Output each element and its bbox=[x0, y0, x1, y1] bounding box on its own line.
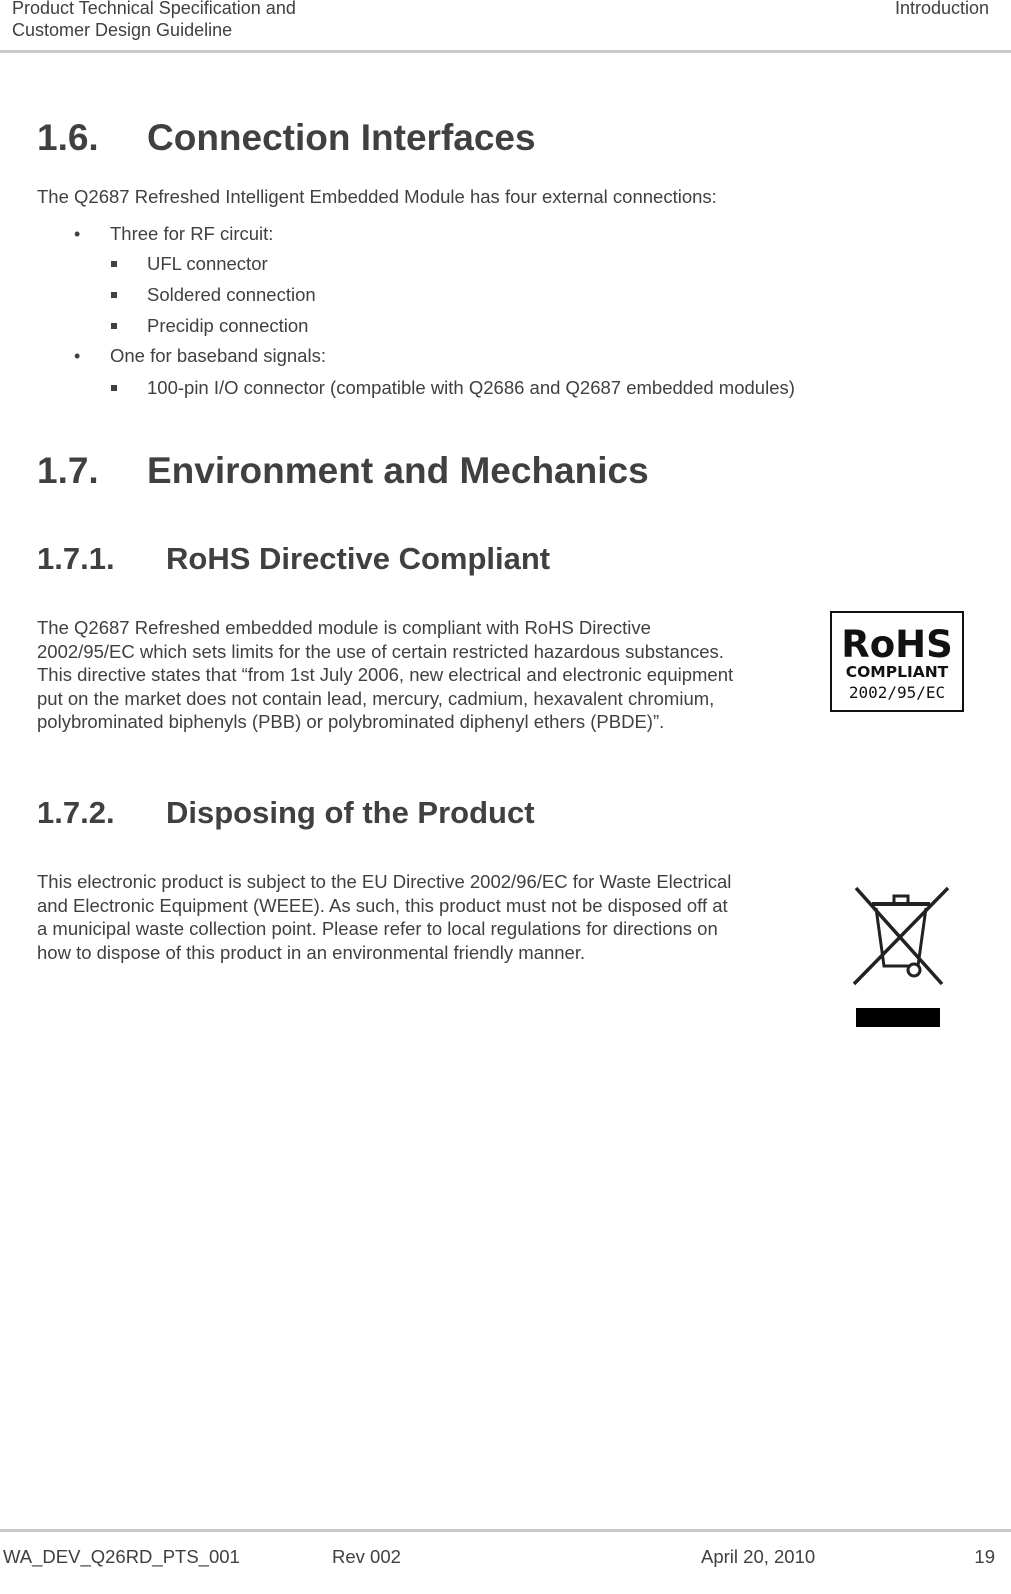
heading-number: 1.7. bbox=[37, 450, 99, 491]
heading-number: 1.7.1. bbox=[37, 541, 115, 576]
square-bullet-icon bbox=[111, 323, 117, 329]
paragraph-line: put on the market does not contain lead, mercury, cadmium, hexavalent chromium, bbox=[37, 687, 715, 709]
paragraph-line: The Q2687 Refreshed embedded module is compliant with RoHS Directive bbox=[37, 617, 651, 638]
paragraph-line: This electronic product is subject to the EU Directive 2002/96/EC for Waste Electrical bbox=[37, 871, 732, 892]
square-bullet-icon bbox=[111, 292, 117, 298]
bullet-icon: • bbox=[74, 224, 81, 244]
paragraph-line: how to dispose of this product in an environmental friendly manner. bbox=[37, 941, 586, 963]
header-divider bbox=[0, 50, 1011, 53]
bullet-icon: • bbox=[74, 346, 81, 366]
sub-list-item: Precidip connection bbox=[147, 315, 309, 336]
running-header-section: Introduction bbox=[894, 0, 989, 18]
heading-number: 1.6. bbox=[37, 117, 99, 158]
heading-number: 1.7.2. bbox=[37, 795, 115, 830]
paragraph-line: a municipal waste collection point. Please refer to local regulations for directions on bbox=[37, 918, 718, 939]
rohs-logo-directive: 2002/95/EC bbox=[848, 683, 946, 702]
rohs-logo-title: RoHS bbox=[841, 623, 953, 666]
paragraph-rohs bbox=[37, 616, 827, 734]
square-bullet-icon bbox=[111, 261, 117, 267]
heading-title: Environment and Mechanics bbox=[147, 450, 649, 491]
heading-1-7-2 bbox=[37, 794, 535, 832]
heading-title: Disposing of the Product bbox=[166, 795, 535, 830]
heading-1-7 bbox=[37, 449, 649, 493]
paragraph-line: This directive states that “from 1st July 2006, new electrical and electronic equipment bbox=[37, 664, 734, 685]
crossed-out-wheelie-bin-icon bbox=[846, 882, 954, 1032]
paragraph-connections-intro: The Q2687 Refreshed Intelligent Embedded Module has four external connections: bbox=[37, 186, 717, 207]
paragraph-weee bbox=[37, 870, 827, 964]
footer-page-number: 19 bbox=[974, 1546, 995, 1567]
footer-divider bbox=[0, 1529, 1011, 1532]
rohs-logo-compliant: COMPLIANT bbox=[845, 663, 949, 681]
square-bullet-icon bbox=[111, 385, 117, 391]
heading-title: Connection Interfaces bbox=[147, 117, 536, 158]
footer-date: April 20, 2010 bbox=[701, 1546, 816, 1567]
sub-list-item: UFL connector bbox=[147, 253, 268, 274]
paragraph-line: polybrominated biphenyls (PBB) or polybrominated diphenyl ethers (PBDE)”. bbox=[37, 711, 665, 732]
rohs-compliant-logo bbox=[830, 611, 964, 712]
paragraph-line: 2002/95/EC which sets limits for the use of certain restricted hazardous substances. bbox=[37, 640, 724, 662]
header-title-line-2: Customer Design Guideline bbox=[12, 20, 233, 40]
heading-1-6 bbox=[37, 116, 536, 160]
footer-revision: Rev 002 bbox=[332, 1546, 401, 1567]
paragraph-line: and Electronic Equipment (WEEE). As such, this product must not be disposed off at bbox=[37, 894, 728, 916]
running-header-title bbox=[12, 0, 296, 41]
heading-1-7-1 bbox=[37, 540, 550, 578]
sub-list-item: 100-pin I/O connector (compatible with Q2686 and Q2687 embedded modules) bbox=[147, 377, 795, 398]
list-item: Three for RF circuit: bbox=[110, 223, 274, 244]
footer-doc-id: WA_DEV_Q26RD_PTS_001 bbox=[3, 1546, 240, 1567]
sub-list-item: Soldered connection bbox=[147, 284, 316, 305]
heading-title: RoHS Directive Compliant bbox=[166, 541, 551, 576]
header-title-line-1: Product Technical Specification and bbox=[12, 0, 296, 18]
list-item: One for baseband signals: bbox=[110, 345, 326, 366]
